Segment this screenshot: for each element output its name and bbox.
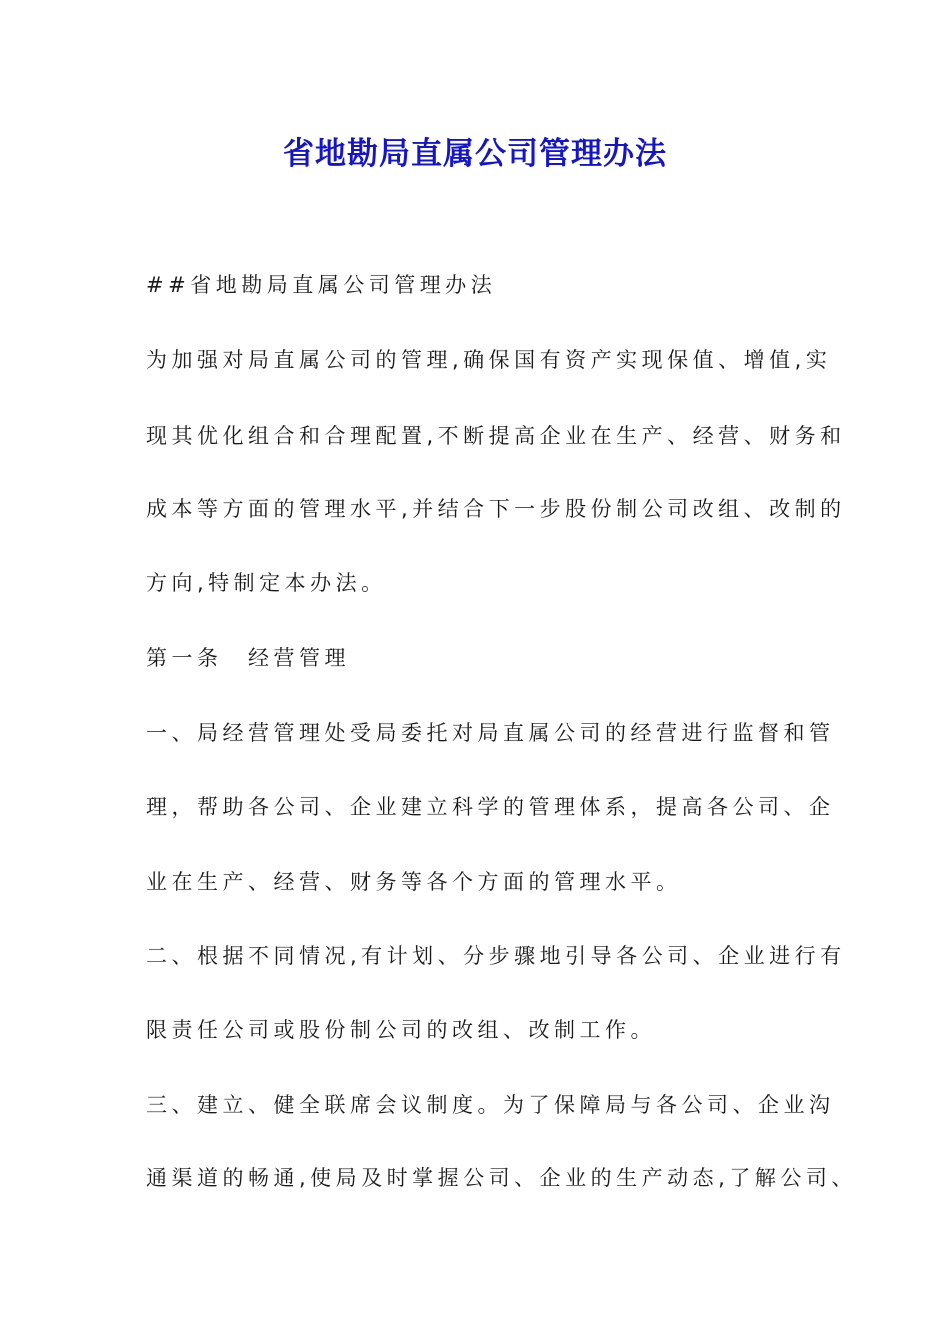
paragraph-line: 为加强对局直属公司的管理,确保国有资产实现保值、增值,实 <box>146 348 832 372</box>
paragraph-line: 现其优化组合和合理配置,不断提高企业在生产、经营、财务和 <box>146 424 846 448</box>
paragraph-line: 一、局经营管理处受局委托对局直属公司的经营进行监督和管 <box>146 721 835 745</box>
paragraph-line: 通渠道的畅通,使局及时掌握公司、企业的生产动态,了解公司、 <box>146 1166 857 1190</box>
paragraph-line: 方向,特制定本办法。 <box>146 571 387 595</box>
paragraph-line: 理，帮助各公司、企业建立科学的管理体系，提高各公司、企 <box>146 795 835 819</box>
document-title: 省地勘局直属公司管理办法 <box>283 136 667 172</box>
section-heading: ##省地勘局直属公司管理办法 <box>146 273 497 297</box>
article-heading: 第一条 经营管理 <box>146 646 350 670</box>
paragraph-line: 成本等方面的管理水平,并结合下一步股份制公司改组、改制的 <box>146 497 846 521</box>
paragraph-line: 三、建立、健全联席会议制度。为了保障局与各公司、企业沟 <box>146 1093 835 1117</box>
paragraph-line: 限责任公司或股份制公司的改组、改制工作。 <box>146 1018 656 1042</box>
paragraph-line: 二、根据不同情况,有计划、分步骤地引导各公司、企业进行有 <box>146 944 846 968</box>
paragraph-line: 业在生产、经营、财务等各个方面的管理水平。 <box>146 870 682 894</box>
